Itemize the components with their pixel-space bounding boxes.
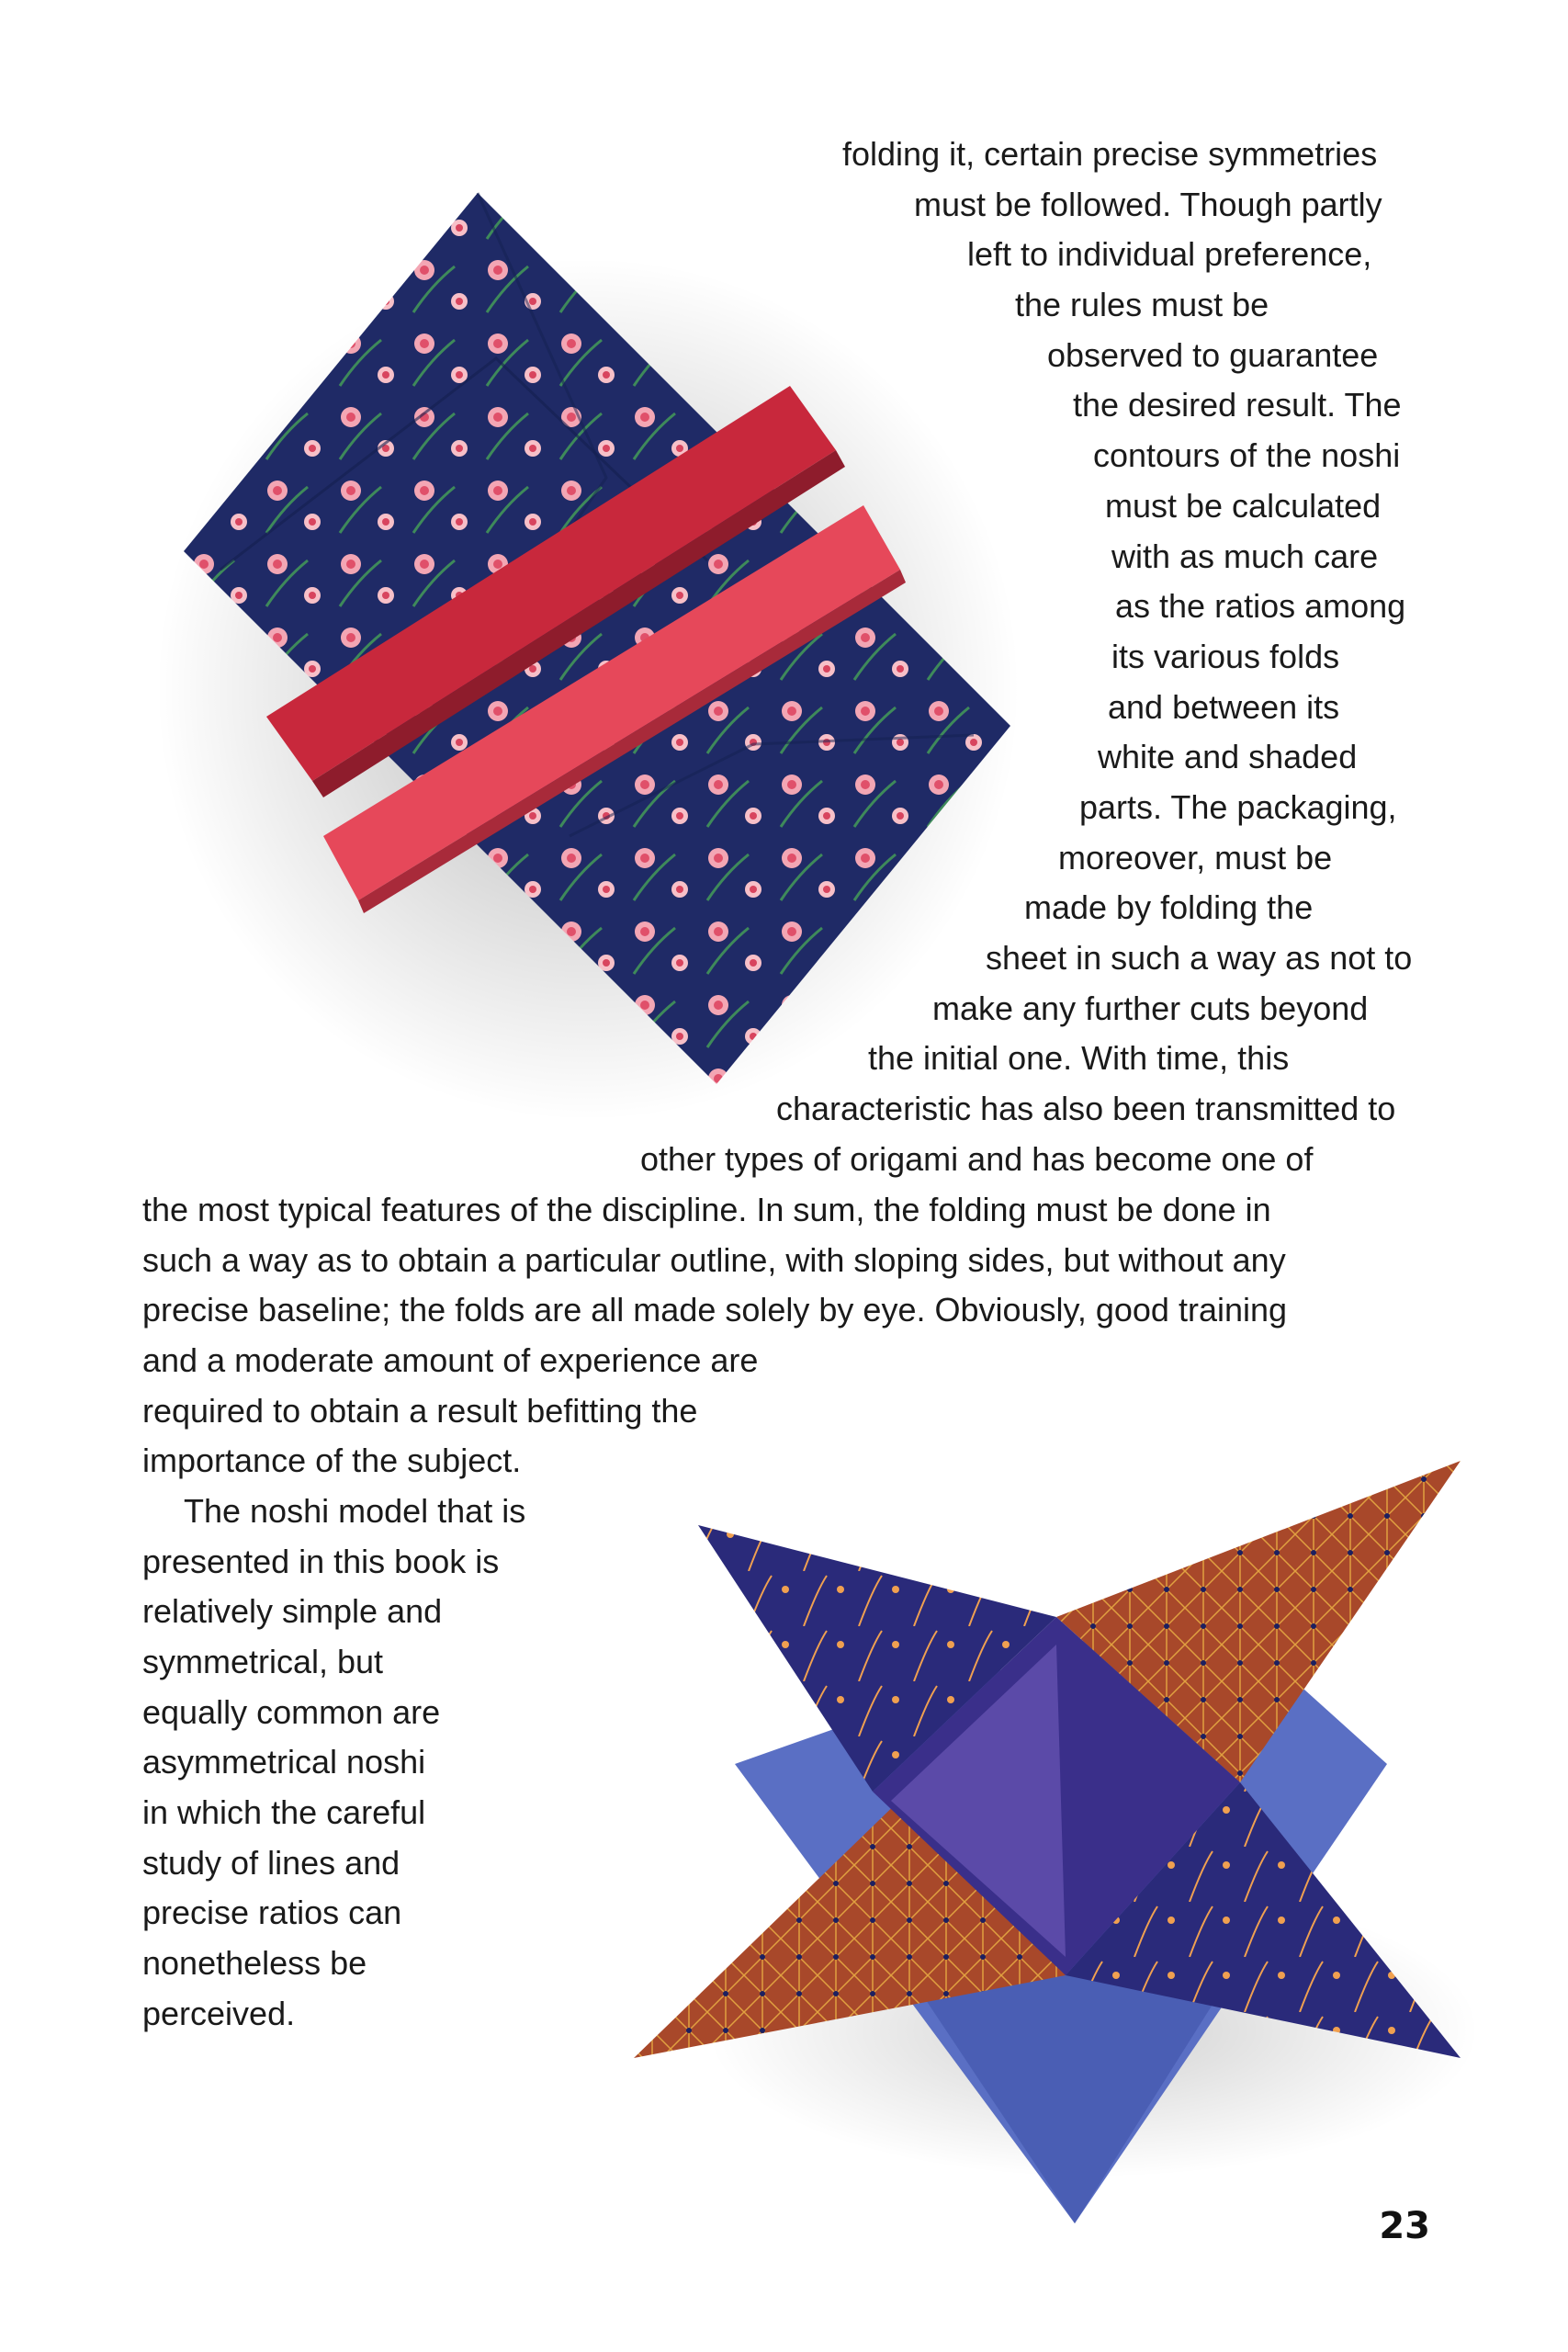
text-line: observed to guarantee [1047,336,1379,374]
text-line: with as much care [1111,537,1379,575]
text-line: must be followed. Though partly [914,186,1382,223]
text-line: The noshi model that is [184,1492,526,1530]
page-number: 23 [1379,2205,1430,2247]
text-line: importance of the subject. [142,1442,522,1479]
text-line: equally common are [142,1693,441,1731]
text-line: its various folds [1111,638,1340,675]
origami-star-box-photo [634,1461,1516,2223]
text-line: precise baseline; the folds are all made solely by eye. Obviously, good training [142,1291,1288,1329]
text-line: and between its [1108,688,1340,726]
text-line: moreover, must be [1058,839,1333,876]
text-line: the rules must be [1015,286,1269,323]
text-line: such a way as to obtain a particular outline, with sloping sides, but without any [142,1241,1286,1279]
text-line: as the ratios among [1115,587,1406,625]
text-line: nonetheless be [142,1944,367,1982]
text-line: left to individual preference, [967,235,1372,273]
text-line: and a moderate amount of experience are [142,1341,759,1379]
text-line: the initial one. With time, this [868,1039,1290,1077]
text-line: white and shaded [1098,738,1358,775]
origami-envelope-photo [110,175,1029,1139]
text-line: the desired result. The [1073,386,1402,424]
text-line: made by folding the [1024,888,1314,926]
text-line: perceived. [142,1995,296,2032]
text-line: parts. The packaging, [1079,788,1397,826]
text-line: symmetrical, but [142,1643,384,1680]
text-line: in which the careful [142,1793,426,1831]
text-line: the most typical features of the discipline. In sum, the folding must be done in [142,1191,1271,1228]
text-line: relatively simple and [142,1592,443,1630]
text-line: asymmetrical noshi [142,1743,426,1781]
text-line: make any further cuts beyond [932,989,1369,1027]
text-line: other types of origami and has become one of [640,1140,1314,1178]
text-line: must be calculated [1105,487,1382,525]
text-line: sheet in such a way as not to [986,939,1413,977]
text-line: presented in this book is [142,1543,500,1580]
text-line: contours of the noshi [1093,436,1401,474]
text-line: required to obtain a result befitting the [142,1392,698,1430]
text-line: characteristic has also been transmitted to [776,1090,1396,1127]
text-line: folding it, certain precise symmetries [842,135,1378,173]
text-line: precise ratios can [142,1894,402,1931]
text-line: study of lines and [142,1844,400,1882]
